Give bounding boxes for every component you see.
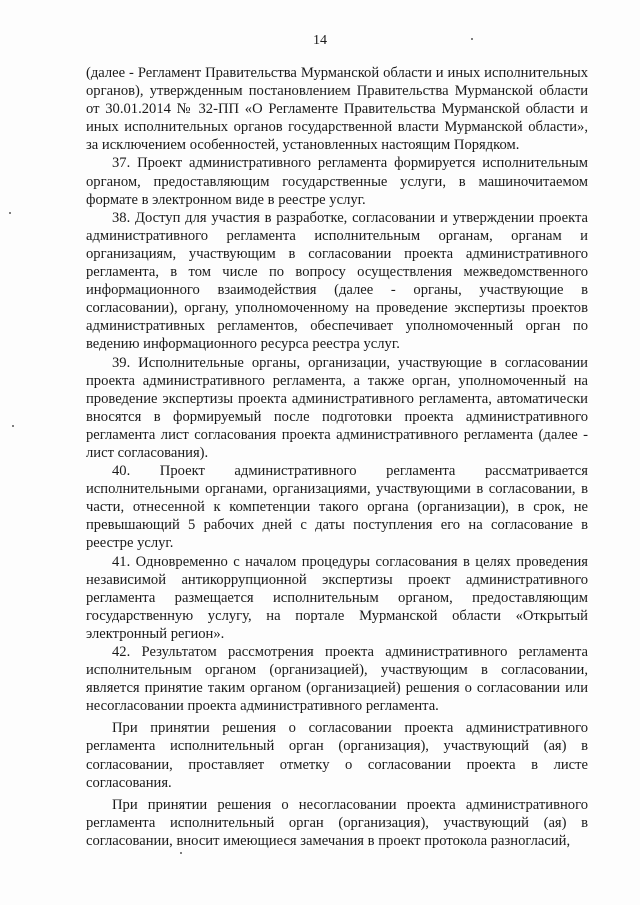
paragraph-item-37: 37. Проект административного регламента формируется исполнительным органом, предоставляющим государственные услуги, в машиночитаемом формате в электронном виде в реестре услуг. — [86, 155, 588, 208]
paragraph-disapproval: При принятии решения о несогласовании проекта административного регламента исполнительный орган (организация), участвующий (ая) в согласовании, вносит имеющиеся замечания в проект протокола разногласий, — [86, 796, 588, 849]
scan-speck — [9, 212, 11, 214]
page-number: 14 — [313, 33, 327, 48]
paragraph-item-41: 41. Одновременно с началом процедуры согласования в целях проведения независимой антикоррупционной экспертизы проект административного регламента размещается исполнительным органом, предоставляющим государственную услугу, на портале Мурманской области «Открытый электронный регион». — [86, 553, 588, 642]
scan-speck — [12, 425, 14, 427]
scan-speck — [180, 852, 182, 854]
paragraph-continuation: (далее - Регламент Правительства Мурманской области и иных исполнительных органов), утвержденным постановлением Правительства Мурманской области от 30.01.2014 № 32-ПП «О Регламенте Правительства Мурманской области и иных исполнительных органов государственной власти Мурманской области», за исключением особенностей, установленных настоящим Порядком. — [86, 65, 588, 154]
paragraph-item-42: 42. Результатом рассмотрения проекта административного регламента исполнительным органом (организацией), участвующим в согласовании, является принятие таким органом (организацией) решения о согласовании или несогласовании проекта административного регламента. — [86, 644, 588, 715]
scan-speck — [471, 38, 473, 40]
document-body — [86, 64, 588, 850]
paragraph-item-39: 39. Исполнительные органы, организации, участвующие в согласовании проекта административного регламента, а также орган, уполномоченный на проведение экспертизы проекта административного регламента, автоматически вносятся в формируемый после подготовки проекта административного регламента лист согласования проекта административного регламента (далее - лист согласования). — [86, 354, 588, 461]
paragraph-approval: При принятии решения о согласовании проекта административного регламента исполнительный орган (организация), участвующий (ая) в согласовании, проставляет отметку о согласовании проекта в листе согласования. — [86, 720, 588, 791]
paragraph-item-38: 38. Доступ для участия в разработке, согласовании и утверждении проекта административного регламента исполнительным органам, органам и организациям, участвующим в согласовании проекта административного регламента, в том числе по вопросу осуществления межведомственного информационного взаимодействия (далее - органы, участвующие в согласовании), органу, уполномоченному на проведение экспертизы проектов административных регламентов, обеспечивает уполномоченный орган по ведению информационного ресурса реестра услуг. — [86, 209, 588, 353]
paragraph-item-40: 40. Проект административного регламента рассматривается исполнительными органами, организациями, участвующими в согласовании, в части, отнесенной к компетенции такого органа (организации), в срок, не превышающий 5 рабочих дней с даты поступления его на согласование в реестре услуг. — [86, 463, 588, 552]
